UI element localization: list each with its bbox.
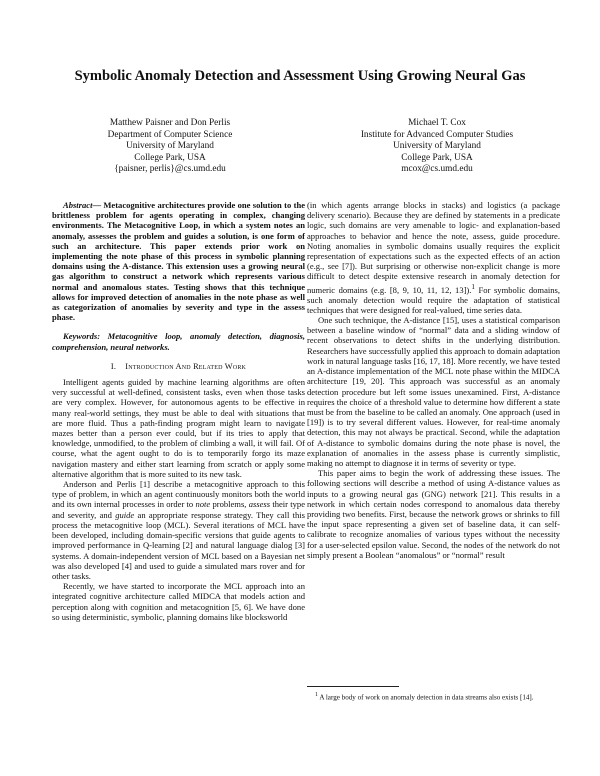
keywords [52,331,305,351]
section-number: I. [110,361,117,371]
keywords-label: Keywords [63,331,98,342]
emphasis-note: note [195,499,211,510]
footnote-text: A large body of work on anomaly detection in data streams also exists [14]. [317,693,534,702]
emphasis-guide: guide [115,509,135,520]
paper-title: Symbolic Anomaly Detection and Assessment Using Growing Neural Gas [74,68,526,84]
author-name: Matthew Paisner and Don Perlis [109,118,231,128]
abstract-text: — Metacognitive architectures provide one solution to the brittleness problem for agents operating in complex, changing environments. The Metacognitive Loop, in which a system notes an anomaly, assesses the problem and guides a solution, is one form of such an architecture. This paper extends prior work on implementing the note phase of this process in symbolic planning domains using the A-distance. This extension uses a growing neural gas algorithm to construct a network which represents various normal and anomalous states. Testing shows that this technique allows for improved detection of anomalies in the note phase as well as categorization of anomalies by severity and type in the assess phase. [52,200,305,323]
abstract-label: Abstract [63,200,93,210]
text-run: problems, [210,499,249,510]
footnote-rule [307,686,399,687]
paragraph: One such technique, the A-distance [15], uses a statistical comparison between a baseline window of “normal” data and a sliding window of recent observations to detect shifts in the underlying distribution. Researchers have successfully applied this approach to domain adaptation work in natural language tasks [16, 17, 18]. More recently, we have tested an A-distance implementation of the MCL note phase within the MIDCA architecture [19, 20]. This approach was successful as an anomaly detection procedure but left some issues unexamined. First, A-distance requires the choice of a threshold value to determine how different a state must be from the baseline to be called an anomaly. One approach (used in [19]) is to try several different values. However, for real-time anomaly detection, this may not always be practical. Second, while the adaptation of A-distance to symbolic domains during the note phase is novel, the explanation of anomalies in the assess phase is currently simplistic, making no attempt to diagnose it in terms of severity or type. [307,315,560,468]
keywords-text: : Metacognitive loop, anomaly detection, diagnosis, comprehension, neural networks. [52,331,305,352]
author-univ: University of Maryland [126,141,214,152]
text-run: For symbolic domains, such anomaly detection would require the adaptation of statistical techniques that were designed for real-valued, time series data. [307,284,560,315]
text-run: (in which agents arrange blocks in stacks) and logistics (a package delivery scenario). Because they are defined by statements in a predicate logic, such domains are very amenable to logic- and explanation-based approaches to behavior and hence the note, assess, guide procedure. Noting anomalies in symbolic domains usually requires the explicit representation of expectations such as the expected effects of an action (e.g., see [7]). But surprising or otherwise non-explicit change is more difficult to detect despite extensive research in anomaly detection for numeric domains (e.g. [8, 9, 10, 11, 12, 13]). [307,200,560,295]
paragraph: This paper aims to begin the work of addressing these issues. The following sections will describe a method of using A-distance values as inputs to a growing neural gas (GNG) network [21]. This results in a network in which certain nodes correspond to anomalous data thereby providing two benefits. First, because the network grows or shrinks to fill the input space representing a given set of baseline data, it can self-calibrate to recognize anomalies of various types without the necessity for a user-selected epsilon value. Second, the nodes of the network do not simply present a Boolean “anomalous” or “normal” result [307,468,560,560]
emphasis-assess: assess [248,499,271,510]
author-dept: Institute for Advanced Computer Studies [360,129,514,140]
author-location: College Park, USA [134,152,206,163]
author-block-2 [307,118,567,176]
text-run: an appropriate response strategy. They call this process the metacognitive loop (MCL). Several iterations of MCL have been developed, including domain-specific versions that guide agents to improved performance in Q-learning [2] and natural language dialog [3] systems. A domain-independent version of MCL based on a Bayesian net was also developed [4] and used to guide a simulated mars rover and for other tasks. [52,509,305,581]
footnote [307,691,560,702]
section-title: Introduction And Related Work [125,361,247,371]
paragraph [307,200,560,315]
author-name: Michael T. Cox [408,118,466,128]
right-column [307,200,560,560]
author-block-1 [40,118,300,176]
abstract [52,200,305,322]
footnote-marker: 1 [471,282,475,291]
author-email: mcox@cs.umd.edu [401,164,473,175]
paragraph: Recently, we have started to incorporate the MCL approach into an integrated cognitive architecture called MIDCA that models action and perception along with cognition and metacognition [5, 6]. We have done so using deterministic, symbolic, planning domains like blocksworld [52,581,305,622]
author-location: College Park, USA [401,152,473,163]
text-run: Anderson and Perlis [1] describe a metacognitive approach to this type of problem, in which an agent continuously monitors both the world and its own internal processes in order to [52,479,305,510]
text-run: their type and severity, and [52,499,305,520]
author-email: {paisner, perlis}@cs.umd.edu [114,164,226,175]
left-column [52,200,305,622]
paragraph: Intelligent agents guided by machine learning algorithms are often very successful at well-defined, consistent tasks, even when those tasks are very complex. However, for autonomous agents to be effective in many real-world settings, they must be able to deal with situations that are more fluid. Thus a path-finding program might learn to navigate mazes better than a person ever could, but if its tries to apply that knowledge, unmodified, to the problem of climbing a wall, it will fail. Of course, what the agent ought to do is to temporarily forgo its maze navigation mastery and either start learning from scratch or apply some alternative algorithm that is more suited to its new task. [52,377,305,479]
section-heading [52,362,305,372]
paragraph [52,479,305,581]
footnote-number: 1 [315,692,318,698]
author-univ: University of Maryland [393,141,481,152]
author-dept: Department of Computer Science [107,129,233,140]
